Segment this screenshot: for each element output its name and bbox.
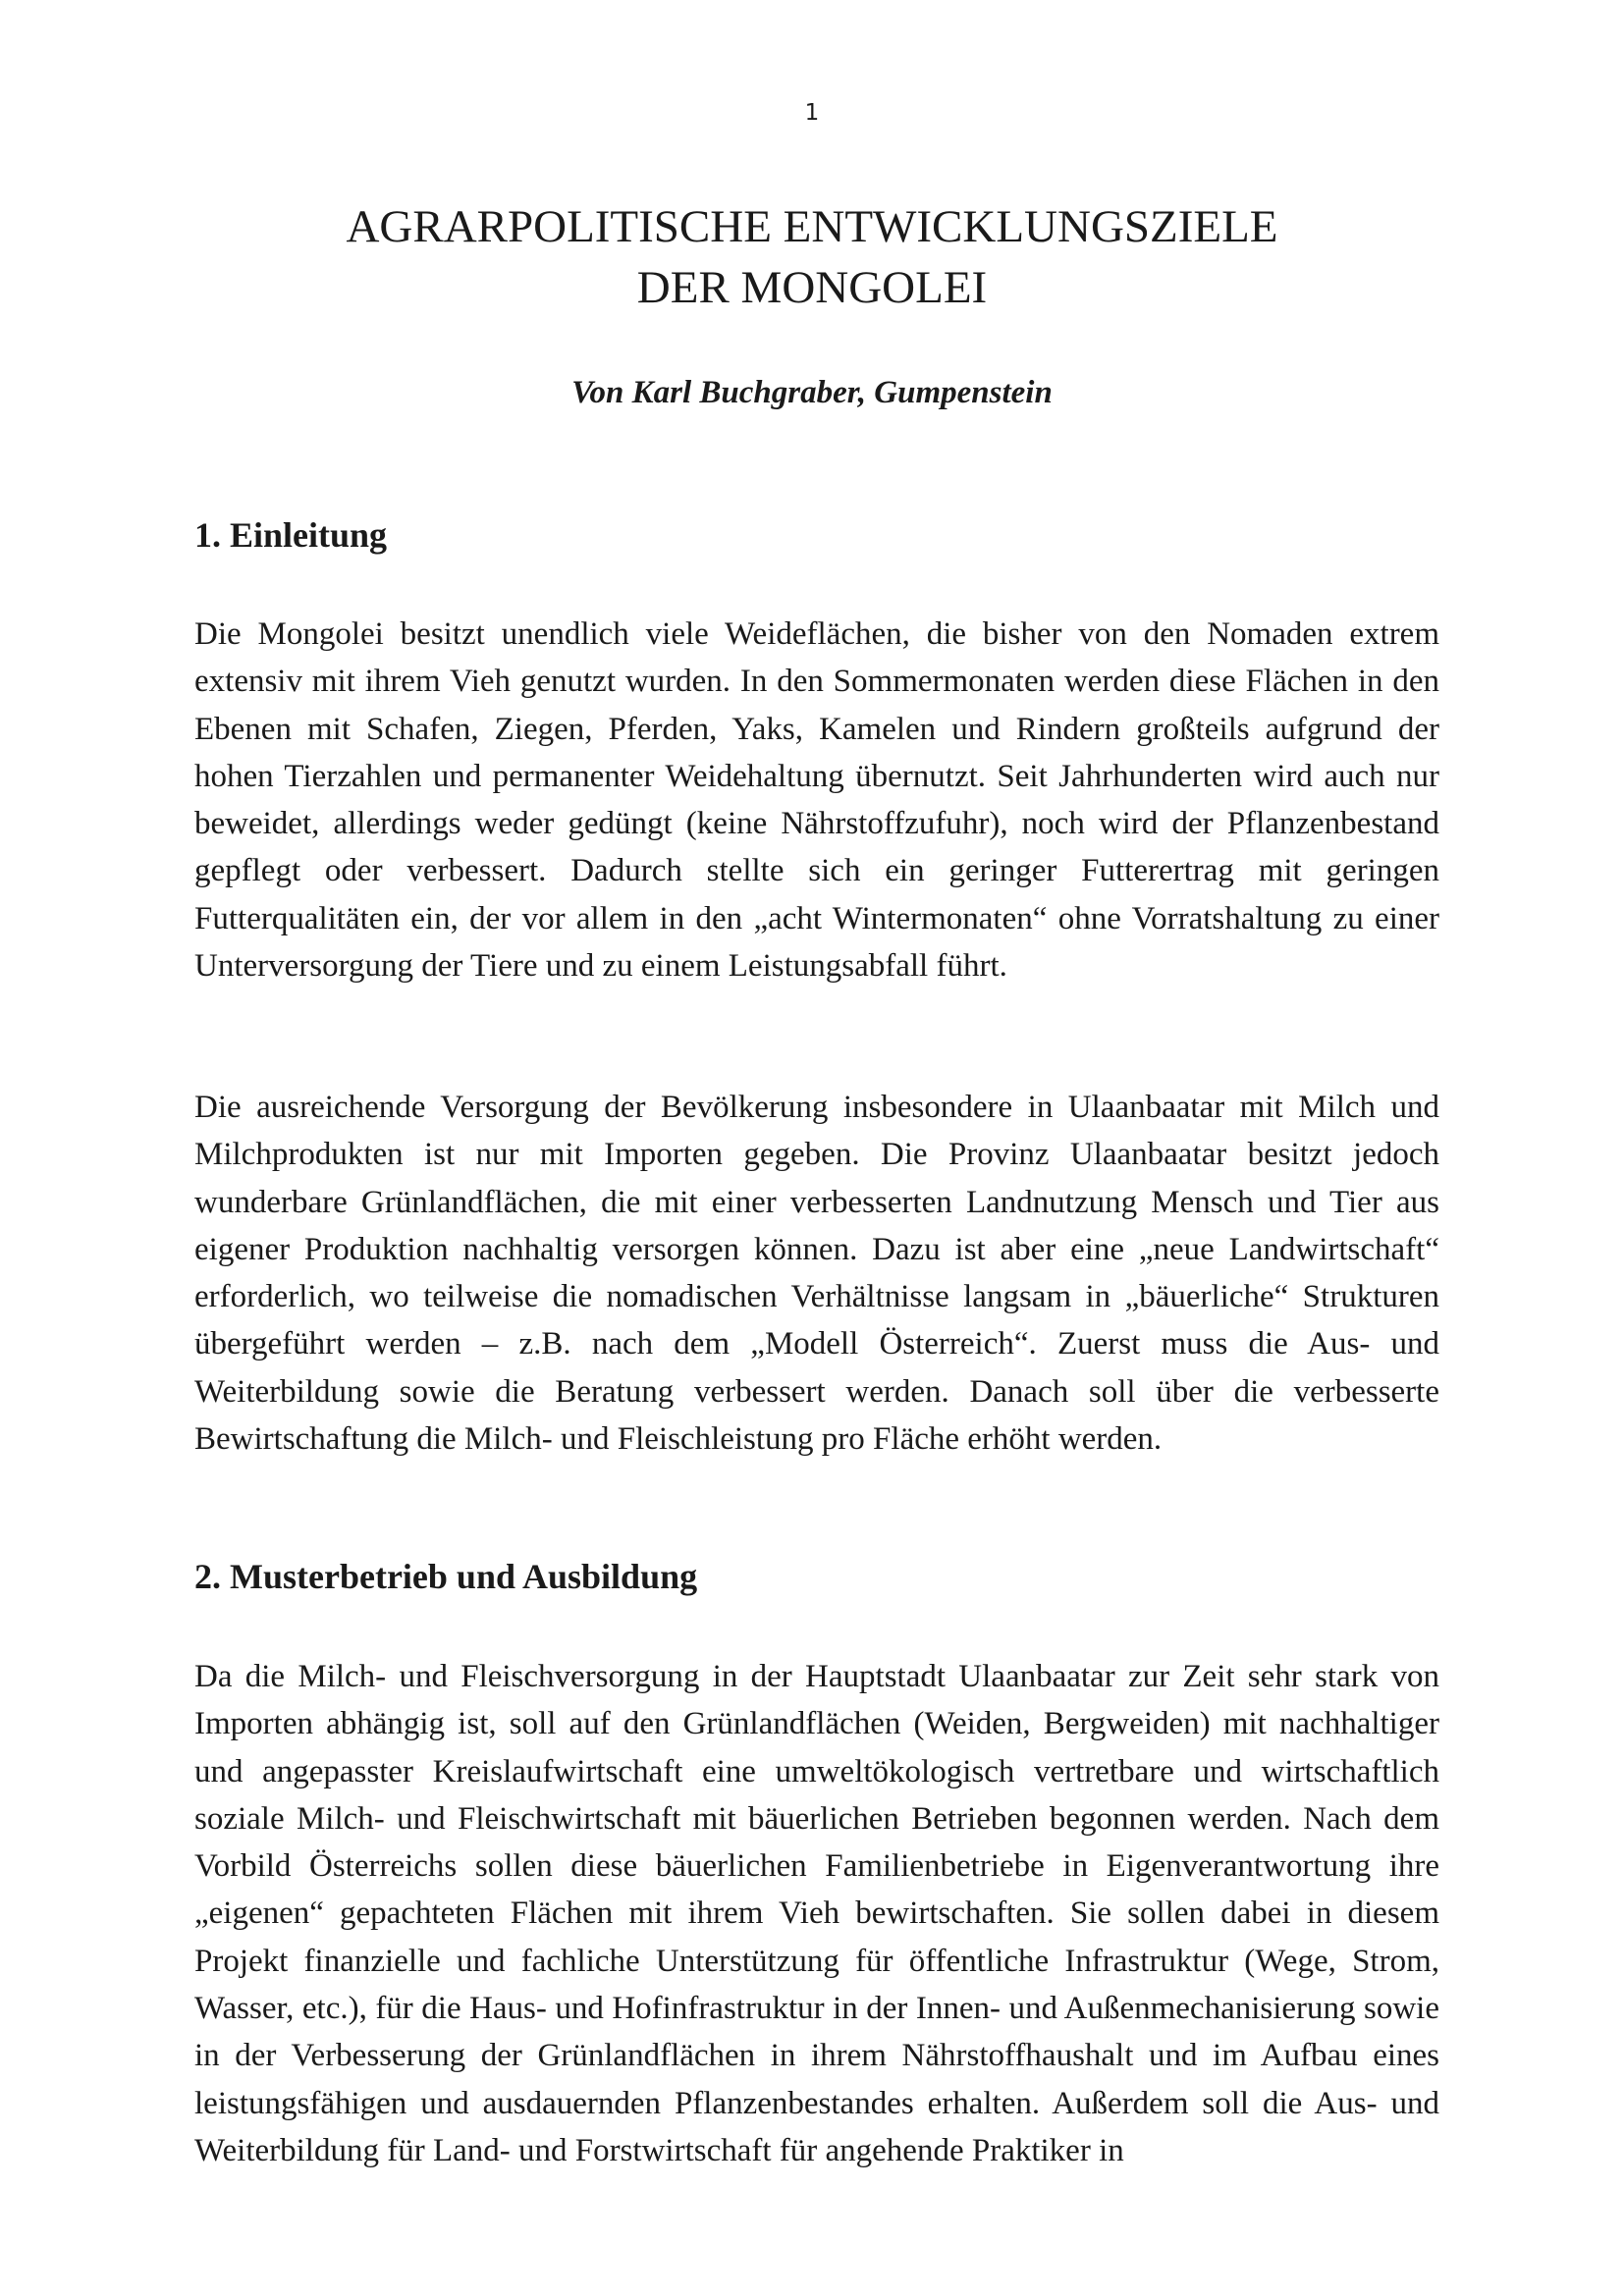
document-title bbox=[0, 196, 1624, 318]
page-number: 1 bbox=[804, 100, 820, 126]
author-line: Von Karl Buchgraber, Gumpenstein bbox=[571, 375, 1053, 410]
title-line-1: AGRARPOLITISCHE ENTWICKLUNGSZIELE bbox=[346, 201, 1278, 252]
section-heading-einleitung: 1. Einleitung bbox=[194, 515, 388, 555]
paragraph-musterbetrieb-1: Da die Milch- und Fleischversorgung in der Hauptstadt Ulaanbaatar zur Zeit sehr stark von Importen abhängig ist, soll auf den Grünlandflächen (Weiden, Bergweiden) mit nachhaltiger und angepasster Kreislaufwirtschaft eine umweltökologisch vertretbare und wirtschaftlich soziale Milch- und Fleischwirtschaft mit bäuerlichen Betrieben begonnen werden. Nach dem Vorbild Österreichs sollen diese bäuerlichen Familienbetriebe in Eigenverantwortung ihre „eigenen“ gepachteten Flächen mit ihrem Vieh bewirtschaften. Sie sollen dabei in diesem Projekt finanzielle und fachliche Unterstützung für öffentliche Infrastruktur (Wege, Strom, Wasser, etc.), für die Haus- und Hofinfrastruktur in der Innen- und Außenmechanisierung sowie in der Verbesserung der Grünlandflächen in ihrem Nährstoffhaushalt und im Aufbau eines leistungsfähigen und ausdauernden Pflanzenbestandes erhalten. Außerdem soll die Aus- und Weiterbildung für Land- und Forstwirtschaft für angehende Praktiker in bbox=[194, 1659, 1439, 2168]
title-line-2: DER MONGOLEI bbox=[636, 262, 988, 313]
paragraph-einleitung-1: Die Mongolei besitzt unendlich viele Weideflächen, die bisher von den Nomaden extrem extensiv mit ihrem Vieh genutzt wurden. In den Sommermonaten werden diese Flächen in den Ebenen mit Schafen, Ziegen, Pferden, Yaks, Kamelen und Rindern großteils aufgrund der hohen Tierzahlen und permanenter Weidehaltung übernutzt. Seit Jahrhunderten wird auch nur beweidet, allerdings weder gedüngt (keine Nährstoffzufuhr), noch wird der Pflanzenbestand gepflegt oder verbessert. Dadurch stellte sich ein geringer Futterertrag mit geringen Futterqualitäten ein, der vor allem in den „acht Wintermonaten“ ohne Vorratshaltung zu einer Unterversorgung der Tiere und zu einem Leistungsabfall führt. bbox=[194, 616, 1439, 985]
section-heading-musterbetrieb: 2. Musterbetrieb und Ausbildung bbox=[194, 1557, 698, 1596]
paragraph-einleitung-2: Die ausreichende Versorgung der Bevölkerung insbesondere in Ulaanbaatar mit Milch und Milchprodukten ist nur mit Importen gegeben. Die Provinz Ulaanbaatar besitzt jedoch wunderbare Grünlandflächen, die mit einer verbesserten Landnutzung Mensch und Tier aus eigener Produktion nachhaltig versorgen können. Dazu ist aber eine „neue Landwirtschaft“ erforderlich, wo teilweise die nomadischen Verhältnisse langsam in „bäuerliche“ Strukturen übergeführt werden – z.B. nach dem „Modell Österreich“. Zuerst muss die Aus- und Weiterbildung sowie die Beratung verbessert werden. Danach soll über die verbesserte Bewirtschaftung die Milch- und Fleischleistung pro Fläche erhöht werden. bbox=[194, 1090, 1439, 1458]
